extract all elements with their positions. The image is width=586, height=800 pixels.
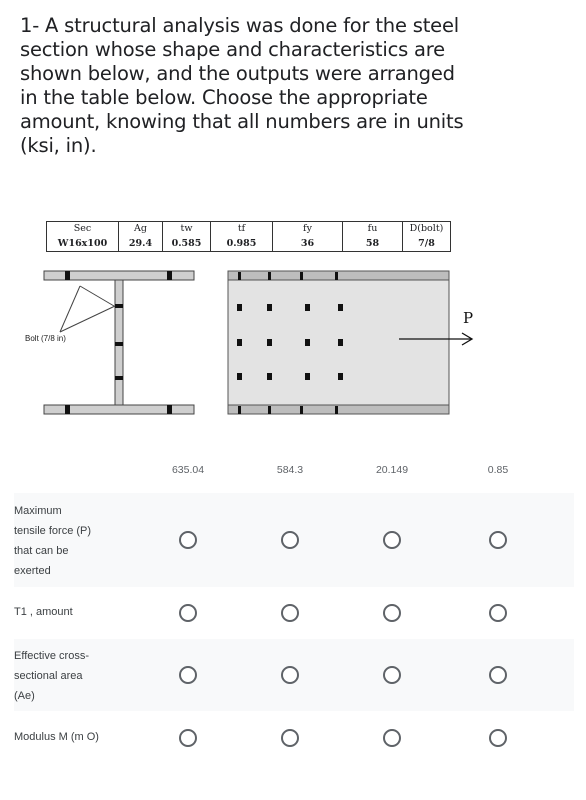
row-label-line: that can be: [14, 545, 69, 557]
radio-modulus-635[interactable]: [179, 729, 197, 747]
question-line: (ksi, in).: [20, 134, 97, 157]
radio-t1-20[interactable]: [383, 604, 401, 622]
table-header-cell: fy: [273, 222, 343, 236]
radio-max-tensile-635[interactable]: [179, 531, 197, 549]
table-header-cell: tw: [163, 222, 211, 236]
radio-effective-area-635[interactable]: [179, 666, 197, 684]
section-properties-table: [46, 221, 451, 252]
row-label-max-tensile-force: [14, 501, 91, 581]
radio-t1-635[interactable]: [179, 604, 197, 622]
section-drawing: [0, 260, 586, 430]
question-text: [20, 14, 576, 158]
table-cell: 0.985: [211, 236, 273, 252]
column-header: 584.3: [276, 464, 304, 476]
radio-max-tensile-20[interactable]: [383, 531, 401, 549]
row-label-line: T1 , amount: [14, 606, 73, 618]
row-label-line: exerted: [14, 565, 51, 577]
row-label-line: sectional area: [14, 670, 83, 682]
table-value-row: [47, 236, 451, 252]
radio-modulus-584[interactable]: [281, 729, 299, 747]
bolt-pointer: [60, 286, 115, 332]
table-cell: 58: [343, 236, 403, 252]
table-cell: 0.585: [163, 236, 211, 252]
question-line: amount, knowing that all numbers are in units: [20, 110, 464, 133]
radio-t1-085[interactable]: [489, 604, 507, 622]
table-cell: 7/8: [403, 236, 451, 252]
row-label-line: tensile force (P): [14, 525, 92, 537]
bolt-label: Bolt (7/8 in): [25, 334, 66, 343]
question-line: 1- A structural analysis was done for the steel: [20, 14, 459, 37]
table-header-cell: fu: [343, 222, 403, 236]
table-header-cell: D(bolt): [403, 222, 451, 236]
radio-modulus-085[interactable]: [489, 729, 507, 747]
question-line: in the table below. Choose the appropriate: [20, 86, 428, 109]
radio-t1-584[interactable]: [281, 604, 299, 622]
row-label-line: Maximum: [14, 505, 62, 517]
question-line: shown below, and the outputs were arranged: [20, 62, 455, 85]
row-label-modulus: [14, 727, 99, 747]
row-label-t1-amount: [14, 602, 73, 622]
radio-max-tensile-085[interactable]: [489, 531, 507, 549]
column-header: 635.04: [171, 464, 205, 476]
table-header-row: [47, 222, 451, 236]
radio-effective-area-085[interactable]: [489, 666, 507, 684]
radio-modulus-20[interactable]: [383, 729, 401, 747]
table-header-cell: Ag: [119, 222, 163, 236]
radio-effective-area-20[interactable]: [383, 666, 401, 684]
load-label: P: [463, 309, 474, 327]
table-cell: 36: [273, 236, 343, 252]
question-line: section whose shape and characteristics are: [20, 38, 445, 61]
row-label-line: (Ae): [14, 690, 35, 702]
row-label-line: Effective cross-: [14, 650, 89, 662]
table-cell: W16x100: [47, 236, 119, 252]
column-header: 0.85: [487, 464, 509, 476]
radio-max-tensile-584[interactable]: [281, 531, 299, 549]
radio-effective-area-584[interactable]: [281, 666, 299, 684]
table-header-cell: tf: [211, 222, 273, 236]
table-cell: 29.4: [119, 236, 163, 252]
table-header-cell: Sec: [47, 222, 119, 236]
row-label-line: Modulus M (m O): [14, 731, 99, 743]
column-header: 20.149: [375, 464, 409, 476]
row-label-effective-area: [14, 646, 89, 706]
